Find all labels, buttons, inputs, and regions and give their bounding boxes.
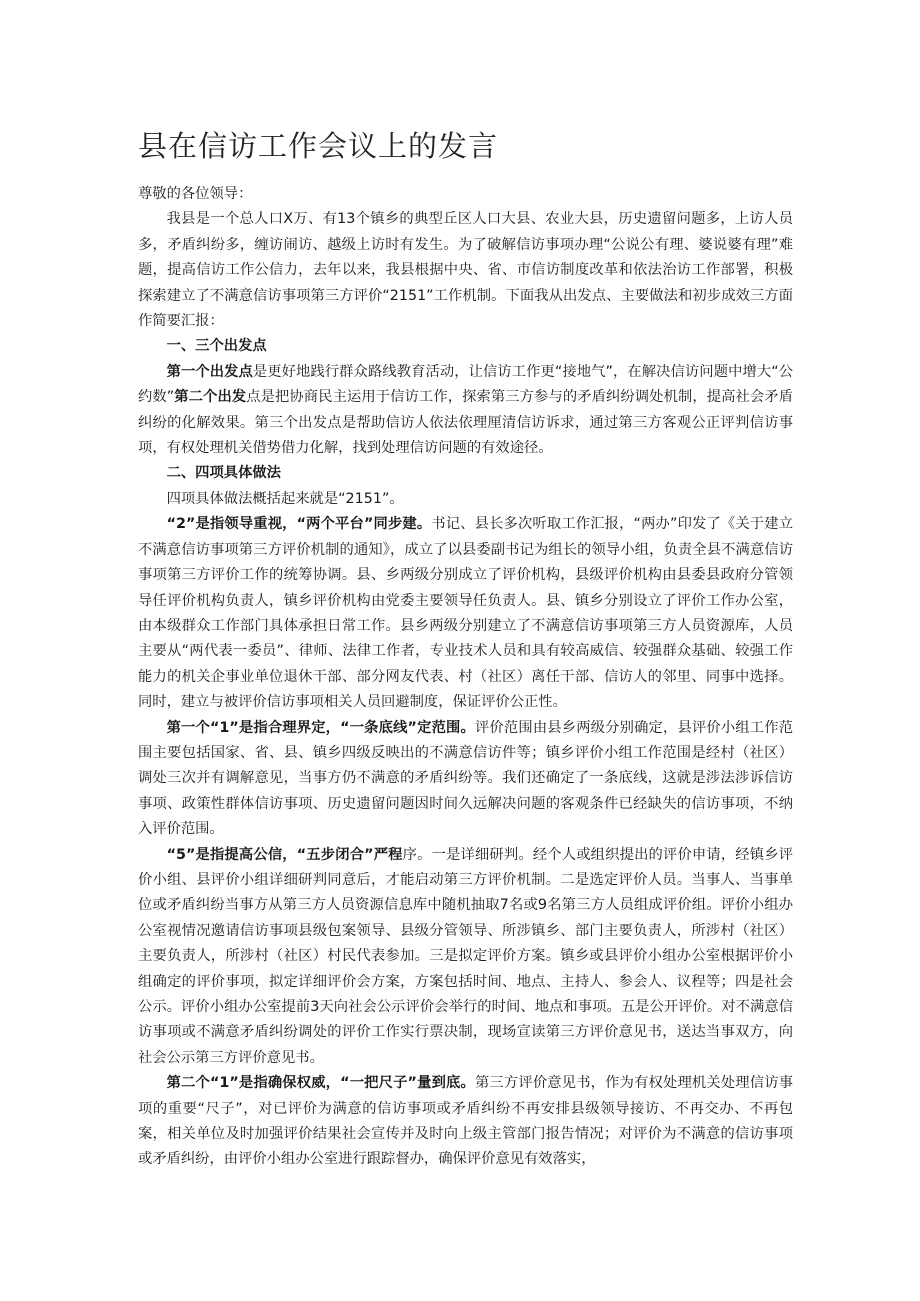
measure-5-paragraph	[138, 843, 793, 1072]
section-heading-four-measures: 二、四项具体做法	[166, 465, 281, 482]
first-starting-point-text: 是更好地践行群众路线教育活动，让信访工作更“接地气”，在解决信访问题中增大“公约数”	[138, 363, 794, 406]
four-measures-summary: 四项具体做法概括起来就是“2151”。	[166, 490, 404, 507]
starting-points-paragraph	[138, 360, 793, 462]
measure-2-paragraph	[138, 512, 793, 715]
measure-1b-lead: 第二个“1”是指确保权威，“一把尺子”量到底。	[166, 1075, 475, 1092]
lead-second-starting-point: 第二个出发	[174, 389, 247, 406]
measure-2-text: 书记、县长多次听取工作汇报，“两办”印发了《关于建立不满意信访事项第三方评价机制的通知》，成立了以县委副书记为组长的领导小组，负责全县不满意信访事项第三方评价工作的统筹协调。县、乡两级分别成立了评价机构，县级评价机构由县委县政府分管领导任评价机构负责人，镇乡评价机构由党委主要领导任负责人。县、镇乡分别设立了评价工作办公室，由本级群众工作部门具体承担日常工作。县乡两级分别建立了不满意信访事项第三方人员资源库，人员主要从“两代表一委员”、律师、法律工作者，专业技术人员和具有较高威信、较强群众基础、较强工作能力的机关企事业单位退休干部、部分网友代表、村（社区）离任干部、信访人的邻里、同事中选择。同时，建立与被评价信访事项相关人员回避制度，保证评价公正性。	[138, 516, 793, 711]
document-title: 县在信访工作会议上的发言	[138, 129, 499, 163]
measure-1b-text: 第三方评价意见书，作为有权处理机关处理信访事项的重要“尺子”，对已评价为满意的信访事项或矛盾纠纷不再安排县级领导接访、不再交办、不再包案，相关单位及时加强评价结果社会宣传并及时向上级主管部门报告情况；对评价为不满意的信访事项或矛盾纠纷，由评价小组办公室进行跟踪督办，确保评价意见有效落实，	[138, 1075, 793, 1168]
measure-1a-lead: 第一个“1”是指合理界定，“一条底线”定范围。	[166, 719, 475, 736]
measure-1a-paragraph	[138, 716, 793, 843]
measure-5-lead: “5”是指提高公信，“五步闭合”严程	[166, 846, 403, 863]
section-heading-starting-points: 一、三个出发点	[166, 338, 267, 355]
lead-first-starting-point: 第一个出发点	[166, 363, 253, 380]
intro-paragraph: 我县是一个总人口X万、有13个镇乡的典型丘区人口大县、农业大县，历史遗留问题多，上访人员多，矛盾纠纷多，缠访闹访、越级上访时有发生。为了破解信访事项办理“公说公有理、婆说婆有理”难题，提高信访工作公信力，去年以来，我县根据中央、省、市信访制度改革和依法治访工作部署，积极探索建立了不满意信访事项第三方评价“2151”工作机制。下面我从出发点、主要做法和初步成效三方面作简要汇报：	[138, 211, 793, 330]
measure-1a-text: 评价范围由县乡两级分别确定，县评价小组工作范围主要包括国家、省、县、镇乡四级反映出的不满意信访件等；镇乡评价小组工作范围是经村（社区）调处三次并有调解意见，当事方仍不满意的矛盾纠纷等。我们还确定了一条底线，这就是涉法涉诉信访事项、政策性群体信访事项、历史遗留问题因时间久远解决问题的客观条件已经缺失的信访事项，不纳入评价范围。	[138, 719, 793, 838]
document-body	[138, 182, 793, 1173]
salutation: 尊敬的各位领导：	[138, 186, 253, 202]
measure-5-text: 序。一是详细研判。经个人或组织提出的评价申请，经镇乡评价小组、县评价小组详细研判同意后，才能启动第三方评价机制。二是选定评价人员。当事人、当事单位或矛盾纠纷当事方从第三方人员资源信息库中随机抽取7名或9名第三方人员组成评价组。评价小组办公室视情况邀请信访事项县级包案领导、县级分管领导、所涉镇乡、部门主要负责人，所涉村（社区）主要负责人，所涉村（社区）村民代表参加。三是拟定评价方案。镇乡或县评价小组办公室根据评价小组确定的评价事项，拟定详细评价会方案，方案包括时间、地点、主持人、参会人、议程等；四是社会公示。评价小组办公室提前3天向社会公示评价会举行的时间、地点和事项。五是公开评价。对不满意信访事项或不满意矛盾纠纷调处的评价工作实行票决制，现场宣读第三方评价意见书，送达当事双方，向社会公示第三方评价意见书。	[138, 846, 794, 1066]
measure-1b-paragraph	[138, 1071, 793, 1173]
second-starting-point-text: 点是把协商民主运用于信访工作，探索第三方参与的矛盾纠纷调处机制，提高社会矛盾纠纷的化解效果。第三个出发点是帮助信访人依法依理厘清信访诉求，通过第三方客观公正评判信访事项，有权处理机关借势借力化解，找到处理信访问题的有效途径。	[138, 389, 793, 457]
measure-2-lead: “2”是指领导重视，“两个平台”同步建。	[166, 516, 432, 533]
